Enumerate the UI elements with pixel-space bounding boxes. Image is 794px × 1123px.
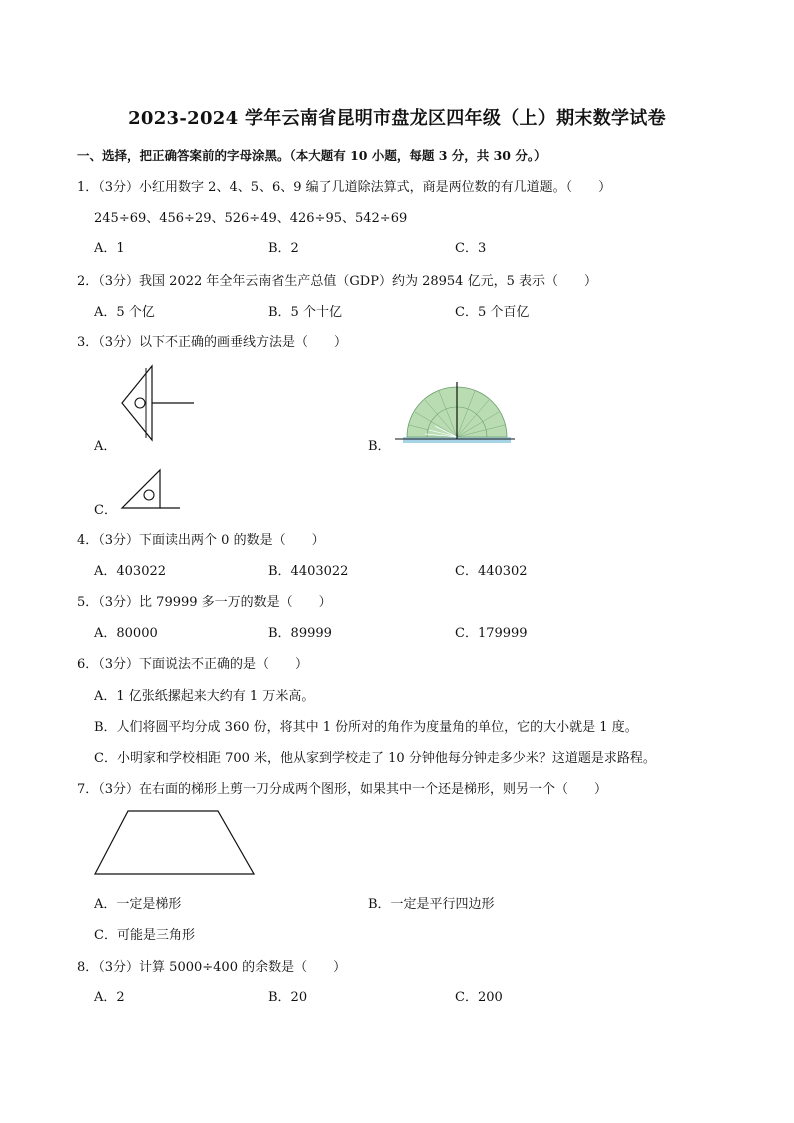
question-2-option-c: C．5 个百亿: [455, 305, 530, 320]
question-4-option-b: B．4403022: [268, 564, 349, 579]
question-5-option-c: C．179999: [455, 626, 528, 641]
question-2-stem: 2．（3分）我国 2022 年全年云南省生产总值（GDP）约为 28954 亿元，5 表示（ ）: [77, 274, 597, 289]
question-7-option-c: C．可能是三角形: [94, 928, 195, 943]
question-1-option-c: C．3: [455, 241, 487, 256]
question-6-option-a: A．1 亿张纸摞起来大约有 1 万米高。: [94, 689, 315, 704]
question-1-stem: 1．（3分）小红用数字 2、4、5、6、9 编了几道除法算式，商是两位数的有几道题。（ ）: [77, 180, 612, 195]
question-5-stem: 5．（3分）比 79999 多一万的数是（ ）: [77, 595, 332, 610]
question-4-option-c: C．440302: [455, 564, 528, 579]
question-3-option-b: B．: [368, 439, 391, 454]
question-1-expressions: 245÷69、456÷29、526÷49、426÷95、542÷69: [94, 211, 408, 226]
question-4-stem: 4．（3分）下面读出两个 0 的数是（ ）: [77, 533, 325, 548]
question-3-option-c: C．: [94, 503, 117, 518]
section-heading: 一、选择，把正确答案前的字母涂黑。（本大题有 10 小题，每题 3 分，共 30 分。）: [77, 148, 547, 163]
question-8-stem: 8．（3分）计算 5000÷400 的余数是（ ）: [77, 960, 347, 975]
figure-b-protractor: [395, 380, 515, 446]
page-title: 2023-2024 学年云南省昆明市盘龙区四年级（上）期末数学试卷: [128, 108, 666, 129]
question-6-option-c: C．小明家和学校相距 700 米，他从家到学校走了 10 分钟他每分钟走多少米？这道题是求路程。: [94, 751, 656, 766]
figure-c-triangle: [118, 466, 186, 512]
question-7-option-a: A．一定是梯形: [94, 897, 182, 912]
question-1-option-b: B．2: [268, 241, 299, 256]
figure-a-set-square: [118, 362, 198, 444]
question-1-option-a: A．1: [94, 241, 125, 256]
trapezoid-figure: [92, 808, 258, 878]
question-2-option-a: A．5 个亿: [94, 305, 155, 320]
question-7-stem: 7．（3分）在右面的梯形上剪一刀分成两个图形，如果其中一个还是梯形，则另一个（ ）: [77, 782, 608, 797]
question-4-option-a: A．403022: [94, 564, 167, 579]
question-3-stem: 3．（3分）以下不正确的画垂线方法是（ ）: [77, 335, 348, 350]
question-6-option-b: B．人们将圆平均分成 360 份，将其中 1 份所对的角作为度量角的单位，它的大小就是 1 度。: [94, 720, 638, 735]
question-5-option-a: A．80000: [94, 626, 158, 641]
question-8-option-c: C．200: [455, 990, 503, 1005]
question-8-option-b: B．20: [268, 990, 308, 1005]
question-2-option-b: B．5 个十亿: [268, 305, 342, 320]
question-5-option-b: B．89999: [268, 626, 332, 641]
question-3-option-a: A．: [94, 439, 117, 454]
question-7-option-b: B．一定是平行四边形: [368, 897, 495, 912]
question-8-option-a: A．2: [94, 990, 125, 1005]
question-6-stem: 6．（3分）下面说法不正确的是（ ）: [77, 657, 309, 672]
